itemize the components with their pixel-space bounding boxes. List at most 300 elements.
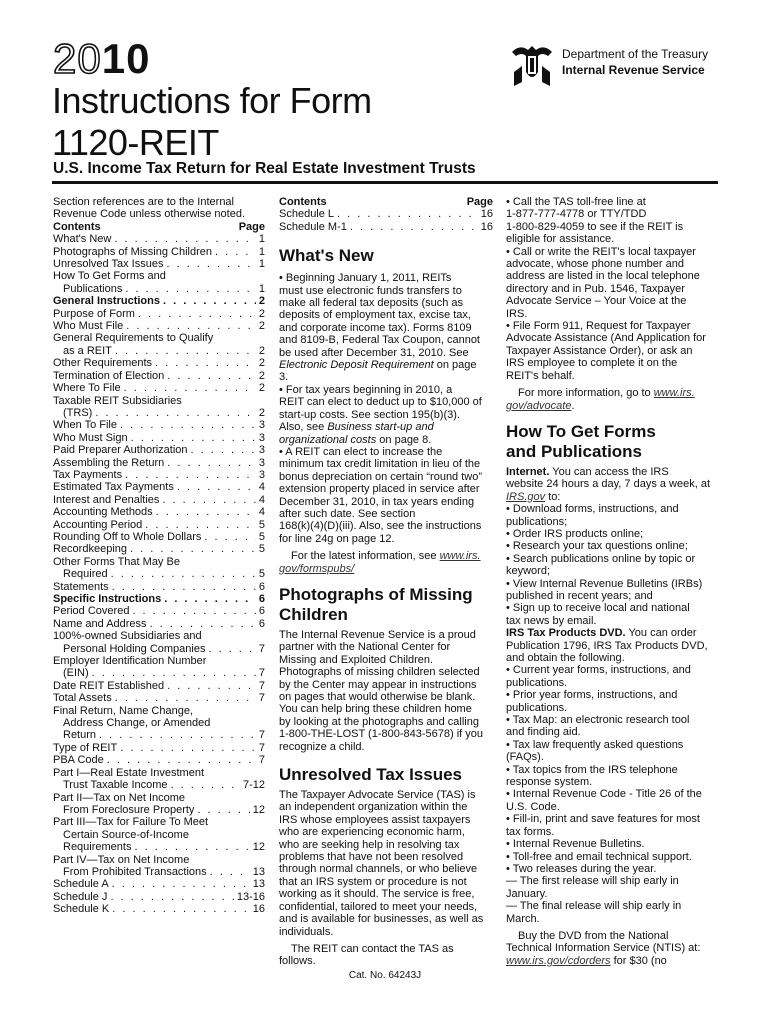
- toc-entry-title: Accounting Methods: [53, 506, 153, 519]
- startup-italic-2-line: [279, 434, 493, 446]
- toc-entry-page: 1: [258, 233, 265, 246]
- dvd-line-item: — The first release will ship early in: [506, 875, 679, 888]
- tas-line: REIT's behalf.: [506, 369, 575, 382]
- toc-entry: [53, 531, 265, 543]
- dvd-line-item: (FAQs).: [506, 751, 544, 764]
- dvd-line-item: March.: [506, 912, 540, 925]
- latest-link-1[interactable]: www.irs.: [439, 550, 481, 563]
- unresolved-line: The Taxpayer Advocate Service (TAS) is: [279, 789, 476, 802]
- toc-entry-page: 3: [258, 456, 265, 469]
- toc-entry: [53, 841, 265, 853]
- toc-entry-page: 12: [252, 841, 265, 854]
- toc-entry: [53, 469, 265, 481]
- title-line-2: 1120-REIT: [52, 122, 219, 163]
- irs-link[interactable]: IRS.gov: [506, 490, 546, 503]
- toc-entry-page: 3: [258, 419, 265, 432]
- toc-entry: [53, 382, 265, 394]
- dvd-line-item: • Current year forms, instructions, and: [506, 664, 691, 677]
- toc-entry-page: 7: [258, 729, 265, 742]
- unresolved-line: who are experiencing economic harm,: [279, 826, 465, 839]
- unresolved-line: problems that have not been resolved: [279, 851, 464, 864]
- toc-entry-title: Taxable REIT Subsidiaries: [53, 394, 182, 407]
- toc-entry-title: Total Assets: [53, 692, 112, 705]
- unresolved-text: [279, 789, 493, 938]
- toc-entry: [53, 506, 265, 518]
- bonus-line: 168(k)(4)(D)(iii). Also, see the instructions: [279, 520, 482, 533]
- toc-entry-page: 7: [258, 692, 265, 705]
- toc-entry-page: 2: [258, 369, 265, 382]
- toc-entry: [53, 581, 265, 593]
- toc-entry-page: 16: [480, 220, 493, 233]
- toc-leader-dots: [120, 419, 256, 431]
- year-bold: 10: [101, 35, 151, 82]
- howto-heading-1: How To Get Forms: [506, 421, 656, 441]
- page-subtitle: U.S. Income Tax Return for Real Estate Investment Trusts: [53, 160, 476, 177]
- toc-leader-dots: [120, 742, 256, 754]
- toc-leader-dots: [150, 618, 256, 630]
- toc-leader-dots: [111, 568, 256, 580]
- toc-entry-page: 6: [258, 605, 265, 618]
- irs-eagle-logo-icon: [508, 42, 556, 88]
- toc-entry-title: Part III—Tax for Failure To Meet: [53, 816, 209, 829]
- more-link-line-2: [506, 400, 720, 412]
- latest-link-line-2: [279, 563, 493, 575]
- toc-leader-dots: [162, 494, 255, 506]
- toc-entry: [53, 891, 265, 903]
- toc-entry-title: Address Change, or Amended: [63, 717, 211, 730]
- toc-leader-dots: [125, 469, 256, 481]
- toc-entry-page: 16: [252, 903, 265, 916]
- toc-leader-dots: [167, 457, 256, 469]
- toc-entry-title: Accounting Period: [53, 518, 143, 531]
- toc-entry-title: Return: [63, 729, 97, 742]
- whats-new-line: deposits of employment tax, excise tax,: [279, 309, 471, 322]
- more-link-1[interactable]: www.irs.: [653, 387, 695, 400]
- tax-years-text-span: REIT can elect to deduct up to $10,000 of: [279, 396, 482, 409]
- toc-leader-dots: [126, 320, 256, 332]
- toc-leader-dots: [145, 519, 256, 531]
- column-2: [279, 196, 493, 968]
- bonus-line: extension property placed in service after: [279, 483, 480, 496]
- toc-entry: [53, 630, 265, 642]
- toc-leader-dots: [337, 208, 478, 220]
- toc-entry-title: Trust Taxable Income: [63, 779, 168, 792]
- dvd-line-item: publications.: [506, 701, 568, 714]
- internet-line-2: website 24 hours a day, 7 days a week, at: [506, 478, 711, 491]
- dvd-line-item: • Tax law frequently asked questions: [506, 738, 684, 751]
- bonus-line: after such date. See section: [279, 507, 416, 520]
- tax-years-line: [279, 396, 493, 408]
- column-3: [506, 196, 720, 967]
- toc-entry: [53, 854, 265, 866]
- toc-entry: [53, 370, 265, 382]
- toc-leader-dots: [131, 432, 256, 444]
- toc-entry-title: Part IV—Tax on Net Income: [53, 853, 190, 866]
- tax-years-line: [279, 409, 493, 421]
- latest-link-2[interactable]: gov/formspubs/: [279, 562, 355, 575]
- internet-bullet-line: • Search publications online by topic or: [506, 552, 696, 565]
- toc-entry: [53, 866, 265, 878]
- toc-leader-dots: [171, 779, 240, 791]
- tax-years-text-span: start-up costs. See section 195(b)(3).: [279, 408, 460, 421]
- unresolved-line: confidential, tailored to meet your needs,: [279, 900, 478, 913]
- buy-line-1: Buy the DVD from the National: [518, 929, 669, 942]
- toc-entry: [53, 481, 265, 493]
- toc-entry-title: PBA Code: [53, 754, 104, 767]
- tas-line: directory and in Pub. 1546, Taxpayer: [506, 282, 685, 295]
- toc-entry-title: Date REIT Established: [53, 679, 165, 692]
- bonus-text: [279, 446, 493, 545]
- toc-entry: [53, 618, 265, 630]
- toc-leader-dots: [125, 283, 256, 295]
- buy-line-2: Technical Information Service (NTIS) at:: [506, 942, 701, 955]
- toc-entry-title: General Instructions: [53, 295, 160, 308]
- toc-entry: [53, 767, 265, 779]
- bonus-line: bonus depreciation on certain “round two”: [279, 470, 483, 483]
- dvd-line-item: and finding aid.: [506, 726, 581, 739]
- internet-bullet-line: • Sign up to receive local and national: [506, 602, 690, 615]
- agency-block: [562, 46, 708, 78]
- page-title: [52, 80, 372, 164]
- dvd-line-item: publications.: [506, 676, 568, 689]
- toc-entry-page: 2: [258, 382, 265, 395]
- toc-entry-title: From Prohibited Transactions: [63, 865, 207, 878]
- edr-italic: Electronic Deposit Requirement: [279, 359, 434, 372]
- toc-leader-dots: [92, 667, 256, 679]
- internet-line: [506, 466, 720, 478]
- toc-entry-page: 2: [258, 344, 265, 357]
- toc-entry: [53, 332, 265, 344]
- toc-entry-page: 13-16: [236, 890, 265, 903]
- toc-entry: [53, 829, 265, 841]
- toc-entry: [53, 729, 265, 741]
- dvd-line-item: • Toll-free and email technical support.: [506, 850, 692, 863]
- dvd-line-item: Publication 1796, IRS Tax Products DVD,: [506, 639, 708, 652]
- toc-entry: [53, 519, 265, 531]
- toc-leader-dots: [177, 481, 256, 493]
- missing-heading-1: Photographs of Missing: [279, 584, 473, 604]
- irs-after: to:: [545, 490, 561, 503]
- toc-leader-dots: [134, 841, 249, 853]
- unresolved-line: that an IRS system or procedure is not: [279, 875, 467, 888]
- whats-new-line: must use electronic funds transfers to: [279, 284, 462, 297]
- toc-leader-dots: [110, 891, 233, 903]
- toc-entry: [53, 643, 265, 655]
- toc-entry-title: Paid Preparer Authorization: [53, 444, 188, 457]
- tas-line: advocate, whose phone number and: [506, 258, 684, 271]
- dvd-line-item: • Prior year forms, instructions, and: [506, 689, 678, 702]
- toc-leader-dots: [155, 357, 256, 369]
- toc-leader-dots: [163, 295, 256, 307]
- toc-entry-title: Termination of Election: [53, 369, 165, 382]
- bonus-line: for line 24g on page 12.: [279, 532, 395, 545]
- dvd-line-item: and obtain the following.: [506, 652, 625, 664]
- toc-leader-dots: [156, 506, 256, 518]
- toc-entry: [279, 221, 493, 233]
- tas-line: Taxpayer Assistance Order), or ask an: [506, 344, 693, 357]
- toc-leader-dots: [166, 258, 255, 270]
- toc-entry: [53, 283, 265, 295]
- toc-leader-dots: [124, 382, 256, 394]
- toc-entry-title: Publications: [63, 282, 123, 295]
- internet-bullet-line: • Research your tax questions online;: [506, 540, 688, 553]
- tas-line: IRS.: [506, 307, 528, 320]
- unresolved-line: individuals.: [279, 925, 334, 938]
- internet-bullet-line: publications;: [506, 515, 568, 528]
- missing-line: recognize a child.: [279, 740, 365, 753]
- toc-entry-title: (TRS): [63, 406, 93, 419]
- tas-line: address are listed in the local telephone: [506, 270, 700, 283]
- tax-years-line: [279, 421, 493, 433]
- toc-leader-dots: [197, 804, 249, 816]
- whats-new-line: and corporate income tax). Forms 8109: [279, 321, 472, 334]
- toc-entry-title: Other Forms That May Be: [53, 555, 180, 568]
- toc-entry: [53, 605, 265, 617]
- toc-entry: [53, 754, 265, 766]
- page-label: Page: [238, 220, 265, 233]
- toc-entry-page: 5: [258, 530, 265, 543]
- toc-entry-page: 7: [258, 679, 265, 692]
- toc-entry-title: Recordkeeping: [53, 543, 127, 556]
- latest-info-line: [279, 550, 493, 562]
- toc-entry: [53, 903, 265, 915]
- toc-entry-page: 12: [252, 803, 265, 816]
- toc-entry: [279, 208, 493, 220]
- toc-leader-dots: [112, 581, 256, 593]
- edr-page: 3.: [279, 371, 289, 384]
- missing-line: You can help bring these children home: [279, 703, 472, 716]
- toc-leader-dots: [204, 531, 256, 543]
- tax-years-text-span: Also, see: [279, 421, 328, 434]
- tas-line: IRS employee to complete it on the: [506, 357, 678, 370]
- toc-entry-title: Schedule J: [53, 890, 108, 903]
- dvd-line-item: U.S. Code.: [506, 800, 560, 813]
- missing-line: 1-800-THE-LOST (1-800-843-5678) if you: [279, 728, 484, 741]
- dvd-line-item: • Two releases during the year.: [506, 862, 657, 875]
- toc-entry-page: 4: [258, 506, 265, 519]
- toc-entry: [53, 258, 265, 270]
- toc-entry: [53, 320, 265, 332]
- toc-entry-page: 6: [258, 617, 265, 630]
- bonus-line: minimum tax credit limitation in lieu of the: [279, 458, 481, 471]
- toc-entry: [53, 407, 265, 419]
- toc-entry-title: Schedule K: [53, 903, 110, 916]
- toc-entry: [53, 568, 265, 580]
- toc-entry: [53, 494, 265, 506]
- toc-entry-page: 6: [258, 593, 265, 605]
- catalog-number: Cat. No. 64243J: [348, 970, 422, 981]
- tas-line: • Call or write the REIT's local taxpayer: [506, 245, 696, 258]
- whats-new-text: [279, 272, 493, 359]
- toc-entry-title: When To File: [53, 419, 117, 432]
- latest-info: For the latest information, see: [291, 550, 440, 563]
- missing-line: on pages that would otherwise be blank.: [279, 691, 476, 703]
- toc-entry: [53, 742, 265, 754]
- toc-entry-title: Schedule M-1: [279, 220, 347, 233]
- internet-bullet-line: tax news by email.: [506, 614, 597, 627]
- unresolved-line: through normal channels, or who believe: [279, 863, 478, 876]
- toc-entry-title: Other Requirements: [53, 357, 153, 370]
- toc-entry-page: 13: [252, 865, 265, 878]
- contact-line-2: follows.: [279, 955, 316, 968]
- intro-line-1: Section references are to the Internal: [53, 196, 234, 208]
- startup-after: on page 8.: [376, 433, 432, 446]
- toc-entry-title: Period Covered: [53, 605, 130, 618]
- contact-line-1: The REIT can contact the TAS as: [291, 942, 454, 955]
- toc-leader-dots: [138, 308, 256, 320]
- howto-heading-2: and Publications: [506, 441, 643, 461]
- toc-entry-page: 5: [258, 518, 265, 531]
- tas-line: • File Form 911, Request for Taxpayer: [506, 320, 691, 333]
- toc-leader-dots: [114, 233, 256, 245]
- buy-link[interactable]: www.irs.gov/cdorders: [506, 954, 611, 967]
- irs-link-line: [506, 491, 720, 503]
- dvd-line-item: — The final release will ship early in: [506, 900, 682, 913]
- toc-entry-page: 16: [480, 208, 493, 221]
- toc-header-2: [279, 196, 493, 208]
- bonus-line: December 31, 2010, in tax years ending: [279, 495, 475, 508]
- toc-leader-dots: [115, 692, 256, 704]
- toc-entry: [53, 295, 265, 307]
- toc-entry: [53, 308, 265, 320]
- tas-line: 1-800-829-4059 to see if the REIT is: [506, 220, 684, 233]
- toc-entry: [53, 345, 265, 357]
- more-link-2[interactable]: gov/advocate: [506, 399, 572, 412]
- tas-text: [506, 196, 720, 382]
- whats-new-heading: What's New: [279, 246, 374, 266]
- contents-label-2: Contents: [279, 196, 327, 208]
- toc-entry: [53, 816, 265, 828]
- toc-leader-dots: [95, 407, 256, 419]
- tax-years-text-span: • For tax years beginning in 2010, a: [279, 383, 453, 396]
- toc-leader-dots: [112, 903, 249, 915]
- unresolved-line: who are seeking help in resolving tax: [279, 838, 460, 851]
- toc-entry-title: Type of REIT: [53, 741, 118, 754]
- toc-entry-page: 7: [258, 667, 265, 680]
- unresolved-line: IRS whose employees assist taxpayers: [279, 813, 471, 826]
- missing-line: by looking at the photographs and calling: [279, 715, 479, 728]
- toc-entry: [53, 556, 265, 568]
- toc-entry-page: 2: [258, 295, 265, 308]
- whats-new-line: and 8109-B, Federal Tax Coupon, cannot: [279, 334, 480, 347]
- dvd-label: IRS Tax Products DVD.: [506, 627, 626, 640]
- internet-bullet-line: keyword;: [506, 565, 551, 578]
- tas-line: 1-877-777-4778 or TTY/TDD: [506, 208, 647, 221]
- toc-leader-dots: [350, 221, 478, 233]
- toc-entry: [53, 705, 265, 717]
- tax-years-line: [279, 384, 493, 396]
- toc-entry-page: 1: [258, 258, 265, 271]
- toc-leader-dots: [132, 605, 255, 617]
- dvd-text: [506, 640, 720, 925]
- toc-entry-title: Assembling the Return: [53, 456, 165, 469]
- toc-entry-title: Employer Identification Number: [53, 655, 207, 668]
- toc-list: [53, 233, 265, 915]
- toc-entry-title: Final Return, Name Change,: [53, 704, 194, 717]
- toc-leader-dots: [99, 729, 256, 741]
- toc-leader-dots: [164, 593, 256, 605]
- unresolved-heading: Unresolved Tax Issues: [279, 765, 462, 785]
- toc-entry-page: 2: [258, 320, 265, 333]
- year-outline: 20: [53, 35, 102, 82]
- whats-new-line: make all federal tax deposits (such as: [279, 297, 464, 310]
- more-info-line: [506, 387, 720, 399]
- toc-entry: [53, 233, 265, 245]
- toc-entry-title: Specific Instructions: [53, 593, 162, 605]
- toc-entry-title: as a REIT: [63, 344, 112, 357]
- toc-leader-dots: [130, 543, 256, 555]
- buy-link-line: [506, 955, 720, 967]
- year-heading: [53, 35, 151, 82]
- toc-entry-title: Estimated Tax Payments: [53, 481, 174, 494]
- dvd-line-item: • Internal Revenue Bulletins.: [506, 838, 645, 851]
- toc-entry: [53, 655, 265, 667]
- toc-leader-dots: [191, 444, 256, 456]
- column-1: [53, 196, 265, 916]
- toc-entry: [53, 692, 265, 704]
- unresolved-line: working as it should. The service is free,: [279, 888, 475, 901]
- toc-entry-page: 13: [252, 878, 265, 891]
- toc-entry-page: 6: [258, 580, 265, 593]
- toc-entry-page: 5: [258, 543, 265, 556]
- toc-entry: [53, 804, 265, 816]
- edr-line: [279, 359, 493, 371]
- toc-entry-title: Interest and Penalties: [53, 493, 160, 506]
- internet-bullet-line: • View Internal Revenue Bulletins (IRBs): [506, 577, 703, 590]
- toc-entry: [53, 357, 265, 369]
- toc-leader-dots: [215, 246, 256, 258]
- toc-entry-page: 2: [258, 357, 265, 370]
- toc-entry-page: 7-12: [242, 779, 265, 792]
- toc-entry: [53, 878, 265, 890]
- toc-leader-dots: [167, 680, 256, 692]
- toc-leader-dots: [167, 370, 256, 382]
- whats-new-line: be used after December 31, 2010. See: [279, 346, 469, 359]
- toc-entry: [53, 444, 265, 456]
- internet-bullet-line: • Download forms, instructions, and: [506, 503, 679, 516]
- toc-entry-page: 1: [258, 245, 265, 258]
- more-info: For more information, go to: [518, 387, 654, 400]
- toc-entry-title: (EIN): [63, 667, 89, 680]
- toc-entry: [53, 680, 265, 692]
- toc-leader-dots: [115, 345, 256, 357]
- toc-entry-title: Tax Payments: [53, 468, 123, 481]
- toc-entry: [53, 543, 265, 555]
- title-line-1: Instructions for Form: [52, 80, 372, 121]
- startup-italic-2: organizational costs: [279, 433, 377, 446]
- unresolved-line: and is available for businesses, as well as: [279, 913, 484, 926]
- toc-entry-title: Part II—Tax on Net Income: [53, 791, 186, 804]
- internet-first: You can access the IRS: [549, 465, 669, 478]
- more-end: .: [571, 399, 575, 412]
- toc-entry: [53, 246, 265, 258]
- missing-heading-2: Children: [279, 604, 348, 624]
- toc-entry-title: What's New: [53, 233, 112, 246]
- toc-entry: [53, 270, 265, 282]
- unresolved-line: an independent organization within the: [279, 801, 468, 814]
- howto-heading: [506, 422, 720, 462]
- missing-line: Missing and Exploited Children.: [279, 653, 434, 666]
- toc-entry-title: General Requirements to Qualify: [53, 332, 214, 345]
- toc-entry-page: 7: [258, 754, 265, 767]
- internet-bullet-line: published in recent years; and: [506, 589, 653, 602]
- toc-entry-title: Statements: [53, 580, 109, 593]
- toc-entry-page: 3: [258, 431, 265, 444]
- toc-entry-title: How To Get Forms and: [53, 270, 166, 283]
- tas-line: eligible for assistance.: [506, 233, 615, 246]
- bonus-line: • A REIT can elect to increase the: [279, 445, 443, 458]
- toc-entry-title: Where To File: [53, 382, 121, 395]
